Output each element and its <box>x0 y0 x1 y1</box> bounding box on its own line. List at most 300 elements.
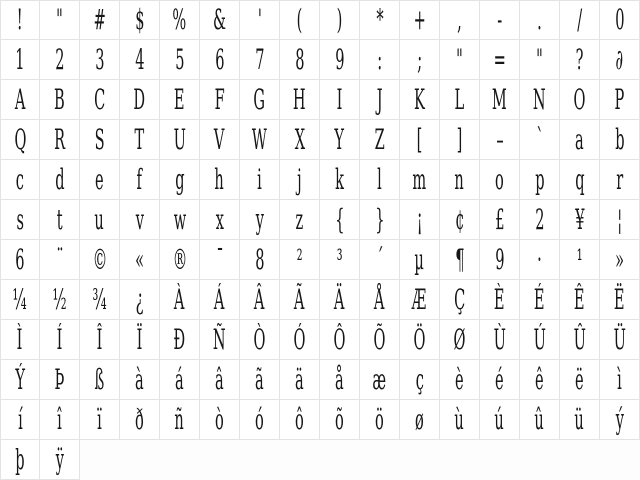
glyph: C <box>93 82 106 116</box>
glyph: b <box>614 122 625 156</box>
glyph: : <box>377 42 382 76</box>
glyph-cell[interactable] <box>400 80 440 120</box>
glyph-cell[interactable] <box>440 0 480 40</box>
glyph: I <box>336 82 343 116</box>
glyph: ¦ <box>617 202 622 236</box>
glyph-cell[interactable] <box>120 400 160 440</box>
glyph-cell[interactable] <box>40 240 80 280</box>
glyph-cell[interactable] <box>200 360 240 400</box>
glyph-cell[interactable] <box>200 240 240 280</box>
glyph: ñ <box>174 402 185 436</box>
glyph-cell[interactable] <box>440 240 480 280</box>
glyph-cell[interactable] <box>600 360 640 400</box>
glyph: e <box>95 162 104 196</box>
glyph-cell[interactable] <box>0 80 40 120</box>
glyph: j <box>297 162 302 196</box>
glyph-cell[interactable] <box>360 160 400 200</box>
glyph-cell[interactable] <box>440 200 480 240</box>
glyph: Ö <box>413 322 426 356</box>
glyph-cell[interactable] <box>160 240 200 280</box>
glyph-cell[interactable] <box>120 200 160 240</box>
glyph-cell[interactable] <box>240 200 280 240</box>
glyph-cell[interactable] <box>80 320 120 360</box>
glyph-cell[interactable] <box>600 80 640 120</box>
glyph: Ú <box>533 322 546 356</box>
glyph-cell[interactable] <box>600 320 640 360</box>
glyph-cell[interactable] <box>440 80 480 120</box>
glyph: % <box>172 3 187 36</box>
glyph-cell[interactable] <box>160 360 200 400</box>
glyph-cell[interactable] <box>160 160 200 200</box>
glyph-cell[interactable] <box>400 360 440 400</box>
glyph: z <box>295 202 304 236</box>
glyph-cell[interactable] <box>560 320 600 360</box>
glyph: ¼ <box>12 282 28 316</box>
glyph-cell[interactable] <box>80 160 120 200</box>
glyph-cell[interactable] <box>280 280 320 320</box>
glyph: Ï <box>136 322 143 356</box>
glyph-cell[interactable] <box>320 320 360 360</box>
glyph-cell[interactable] <box>200 200 240 240</box>
glyph: U <box>173 122 186 156</box>
glyph: p <box>534 162 545 196</box>
glyph: ú <box>494 402 505 436</box>
glyph-cell[interactable] <box>0 320 40 360</box>
glyph: – <box>495 122 504 156</box>
glyph: D <box>133 82 146 116</box>
glyph-cell[interactable] <box>200 80 240 120</box>
glyph-cell[interactable] <box>520 360 560 400</box>
glyph: i <box>257 162 262 196</box>
glyph-cell[interactable] <box>440 160 480 200</box>
glyph: ² <box>296 242 303 276</box>
glyph-cell[interactable] <box>320 200 360 240</box>
glyph-cell[interactable] <box>520 80 560 120</box>
glyph: T <box>134 122 145 156</box>
glyph: Ø <box>453 322 466 356</box>
glyph-cell[interactable] <box>160 80 200 120</box>
glyph-cell[interactable] <box>480 320 520 360</box>
glyph: Ñ <box>213 322 226 356</box>
glyph-cell[interactable] <box>560 360 600 400</box>
glyph: S <box>94 122 105 156</box>
glyph: ¢ <box>454 202 465 236</box>
glyph: ¿ <box>135 282 144 316</box>
glyph-cell[interactable] <box>360 40 400 80</box>
glyph-cell[interactable] <box>280 320 320 360</box>
glyph-cell[interactable] <box>0 280 40 320</box>
glyph: 9 <box>334 42 345 76</box>
glyph: o <box>495 162 504 196</box>
glyph-cell[interactable] <box>40 360 80 400</box>
glyph: Z <box>374 122 385 156</box>
glyph: / <box>577 3 582 36</box>
glyph: ì <box>617 362 622 396</box>
glyph: 7 <box>254 42 265 76</box>
glyph-cell[interactable] <box>200 280 240 320</box>
glyph-cell[interactable] <box>440 400 480 440</box>
glyph-cell[interactable] <box>360 120 400 160</box>
glyph-cell[interactable] <box>600 0 640 40</box>
glyph-cell[interactable] <box>200 320 240 360</box>
glyph-cell[interactable] <box>120 40 160 80</box>
glyph: ∂ <box>615 42 624 76</box>
glyph: W <box>252 122 267 156</box>
glyph: 1 <box>15 42 25 76</box>
glyph: f <box>136 162 143 196</box>
glyph: B <box>54 82 65 116</box>
glyph: ¶ <box>454 242 465 276</box>
glyph-cell[interactable] <box>40 120 80 160</box>
glyph-cell[interactable] <box>120 0 160 40</box>
glyph-cell[interactable] <box>560 400 600 440</box>
glyph: Å <box>374 282 385 316</box>
glyph: X <box>294 122 305 156</box>
glyph-cell[interactable] <box>520 120 560 160</box>
glyph-cell[interactable] <box>560 240 600 280</box>
glyph-cell[interactable] <box>80 120 120 160</box>
glyph-cell[interactable] <box>520 160 560 200</box>
glyph: · <box>537 242 542 276</box>
glyph: Ù <box>493 322 506 356</box>
glyph: F <box>214 82 225 116</box>
glyph-cell[interactable] <box>520 40 560 80</box>
glyph-cell[interactable] <box>600 40 640 80</box>
glyph-cell[interactable] <box>360 320 400 360</box>
glyph: 8 <box>294 42 305 76</box>
glyph-cell[interactable] <box>520 240 560 280</box>
glyph-cell[interactable] <box>80 240 120 280</box>
glyph-cell[interactable] <box>440 280 480 320</box>
glyph-cell[interactable] <box>560 120 600 160</box>
glyph: Û <box>573 322 586 356</box>
glyph-cell[interactable] <box>480 360 520 400</box>
glyph-cell[interactable] <box>0 0 40 40</box>
glyph: K <box>414 82 425 116</box>
glyph: Î <box>96 322 103 356</box>
glyph: w <box>173 202 186 236</box>
glyph: Æ <box>412 282 427 316</box>
glyph-cell[interactable] <box>480 280 520 320</box>
glyph-cell[interactable] <box>160 200 200 240</box>
glyph-cell[interactable] <box>360 280 400 320</box>
glyph-cell[interactable] <box>320 160 360 200</box>
glyph-cell[interactable] <box>80 40 120 80</box>
glyph-cell[interactable] <box>480 40 520 80</box>
glyph: ® <box>172 242 187 276</box>
glyph-cell[interactable] <box>120 360 160 400</box>
glyph-cell[interactable] <box>200 120 240 160</box>
glyph-cell[interactable] <box>320 0 360 40</box>
glyph-cell[interactable] <box>440 320 480 360</box>
glyph-cell[interactable] <box>0 160 40 200</box>
glyph: " <box>56 3 63 36</box>
glyph-cell[interactable] <box>240 240 280 280</box>
glyph: Ê <box>574 282 585 316</box>
glyph-cell[interactable] <box>400 200 440 240</box>
glyph: ¥ <box>574 202 585 236</box>
glyph-cell[interactable] <box>160 280 200 320</box>
glyph: n <box>454 162 465 196</box>
glyph-cell[interactable] <box>120 320 160 360</box>
glyph: , <box>457 3 462 36</box>
glyph-cell[interactable] <box>560 80 600 120</box>
glyph-cell[interactable] <box>560 280 600 320</box>
glyph-cell[interactable] <box>0 240 40 280</box>
glyph-cell[interactable] <box>200 400 240 440</box>
glyph: l <box>377 162 382 196</box>
glyph-cell[interactable] <box>600 280 640 320</box>
glyph-cell[interactable] <box>40 160 80 200</box>
glyph-cell[interactable] <box>480 240 520 280</box>
glyph: A <box>14 82 26 116</box>
glyph: " <box>536 42 543 76</box>
glyph-cell[interactable] <box>560 200 600 240</box>
glyph: ý <box>615 402 624 436</box>
glyph-cell[interactable] <box>240 0 280 40</box>
glyph: ' <box>257 3 262 36</box>
glyph-cell[interactable] <box>240 360 280 400</box>
glyph-cell[interactable] <box>40 0 80 40</box>
glyph: » <box>615 242 624 276</box>
glyph-cell[interactable] <box>160 40 200 80</box>
glyph-cell[interactable] <box>360 400 400 440</box>
glyph-cell[interactable] <box>160 400 200 440</box>
glyph-cell[interactable] <box>600 120 640 160</box>
glyph-cell[interactable] <box>80 200 120 240</box>
glyph: Ç <box>453 282 466 316</box>
glyph: ` <box>535 122 544 156</box>
glyph-cell[interactable] <box>120 120 160 160</box>
glyph: ¾ <box>92 282 107 316</box>
glyph-cell[interactable] <box>200 0 240 40</box>
glyph-cell[interactable] <box>200 160 240 200</box>
glyph-cell[interactable] <box>0 440 40 480</box>
glyph: Y <box>334 122 345 156</box>
glyph: ß <box>94 362 105 396</box>
glyph-cell[interactable] <box>440 360 480 400</box>
glyph-cell[interactable] <box>400 40 440 80</box>
glyph-cell[interactable] <box>0 400 40 440</box>
glyph: Q <box>14 122 26 156</box>
glyph-cell[interactable] <box>400 120 440 160</box>
glyph-cell[interactable] <box>360 240 400 280</box>
glyph-cell[interactable] <box>320 80 360 120</box>
glyph: ] <box>456 122 463 156</box>
glyph: ü <box>574 402 585 436</box>
glyph: [ <box>416 122 423 156</box>
glyph: È <box>494 282 505 316</box>
glyph-cell[interactable] <box>280 0 320 40</box>
glyph-cell[interactable] <box>240 320 280 360</box>
glyph-cell[interactable] <box>480 0 520 40</box>
glyph: P <box>614 82 625 116</box>
glyph-cell[interactable] <box>200 40 240 80</box>
glyph-cell[interactable] <box>0 360 40 400</box>
glyph: ( <box>296 3 303 36</box>
glyph-cell[interactable] <box>0 40 40 80</box>
glyph-cell[interactable] <box>280 400 320 440</box>
glyph-cell[interactable] <box>400 320 440 360</box>
glyph-cell[interactable] <box>400 280 440 320</box>
glyph: ³ <box>336 242 343 276</box>
glyph-cell[interactable] <box>560 0 600 40</box>
glyph-cell[interactable] <box>360 200 400 240</box>
glyph: õ <box>335 402 344 436</box>
glyph-cell[interactable] <box>320 280 360 320</box>
glyph: Í <box>56 322 63 356</box>
glyph-cell[interactable] <box>360 0 400 40</box>
glyph: { <box>334 202 345 236</box>
glyph: $ <box>134 3 145 36</box>
glyph-cell[interactable] <box>160 320 200 360</box>
glyph: = <box>493 42 506 76</box>
glyph-cell[interactable] <box>600 400 640 440</box>
glyph: Ð <box>173 322 186 356</box>
glyph-cell[interactable] <box>80 400 120 440</box>
glyph: Ò <box>253 322 266 356</box>
glyph: À <box>174 282 185 316</box>
glyph-cell[interactable] <box>520 0 560 40</box>
glyph: a <box>575 122 584 156</box>
glyph: H <box>293 82 306 116</box>
glyph-cell[interactable] <box>160 0 200 40</box>
glyph-cell[interactable] <box>40 400 80 440</box>
glyph-cell[interactable] <box>280 200 320 240</box>
glyph-cell[interactable] <box>240 160 280 200</box>
glyph-cell[interactable] <box>40 80 80 120</box>
glyph: û <box>534 402 545 436</box>
glyph-cell[interactable] <box>240 120 280 160</box>
glyph-cell[interactable] <box>80 360 120 400</box>
glyph: ó <box>255 402 264 436</box>
glyph: k <box>335 162 344 196</box>
glyph: ) <box>336 3 343 36</box>
glyph: à <box>135 362 144 396</box>
glyph-cell[interactable] <box>320 240 360 280</box>
glyph-cell[interactable] <box>360 80 400 120</box>
glyph-cell[interactable] <box>80 0 120 40</box>
glyph-cell[interactable] <box>440 40 480 80</box>
glyph-cell[interactable] <box>480 160 520 200</box>
glyph: 6 <box>214 42 225 76</box>
glyph: Ã <box>294 282 305 316</box>
glyph-cell[interactable] <box>280 40 320 80</box>
glyph-cell[interactable] <box>320 40 360 80</box>
glyph-cell[interactable] <box>400 0 440 40</box>
glyph-cell[interactable] <box>480 80 520 120</box>
glyph-cell[interactable] <box>520 280 560 320</box>
glyph-cell[interactable] <box>160 120 200 160</box>
glyph-cell[interactable] <box>520 320 560 360</box>
glyph: y <box>255 202 264 236</box>
glyph: t <box>56 202 63 236</box>
glyph-cell[interactable] <box>520 200 560 240</box>
glyph: Õ <box>373 322 386 356</box>
glyph-cell[interactable] <box>440 120 480 160</box>
glyph-cell[interactable] <box>560 160 600 200</box>
glyph: ; <box>417 42 422 76</box>
glyph-cell[interactable] <box>600 200 640 240</box>
glyph: N <box>533 82 546 116</box>
glyph-cell[interactable] <box>480 400 520 440</box>
glyph-cell[interactable] <box>120 240 160 280</box>
glyph-cell[interactable] <box>80 280 120 320</box>
glyph-cell[interactable] <box>520 400 560 440</box>
glyph-cell[interactable] <box>280 120 320 160</box>
glyph-cell[interactable] <box>240 40 280 80</box>
glyph: V <box>214 122 225 156</box>
glyph-cell[interactable] <box>40 280 80 320</box>
glyph-cell[interactable] <box>400 400 440 440</box>
glyph-cell[interactable] <box>120 280 160 320</box>
glyph-cell[interactable] <box>400 160 440 200</box>
glyph-cell[interactable] <box>120 80 160 120</box>
glyph-cell[interactable] <box>280 80 320 120</box>
glyph-cell[interactable] <box>320 400 360 440</box>
glyph-cell[interactable] <box>280 240 320 280</box>
glyph-cell[interactable] <box>360 360 400 400</box>
glyph-cell[interactable] <box>240 80 280 120</box>
glyph: á <box>175 362 184 396</box>
glyph: ð <box>135 402 144 436</box>
glyph: ½ <box>52 282 67 316</box>
glyph-cell[interactable] <box>280 160 320 200</box>
glyph-cell[interactable] <box>320 120 360 160</box>
glyph: î <box>57 402 62 436</box>
glyph-cell[interactable] <box>600 240 640 280</box>
glyph-cell[interactable] <box>240 280 280 320</box>
glyph: Ô <box>333 322 346 356</box>
glyph-cell[interactable] <box>600 160 640 200</box>
glyph: Ó <box>293 322 306 356</box>
glyph-cell[interactable] <box>40 40 80 80</box>
glyph: " <box>456 42 463 76</box>
glyph-cell[interactable] <box>400 240 440 280</box>
glyph-cell[interactable] <box>40 200 80 240</box>
glyph-cell[interactable] <box>0 200 40 240</box>
glyph: h <box>214 162 225 196</box>
glyph-cell[interactable] <box>480 120 520 160</box>
glyph-cell[interactable] <box>480 200 520 240</box>
glyph: ö <box>375 402 384 436</box>
glyph: u <box>94 202 105 236</box>
glyph: 5 <box>174 42 185 76</box>
glyph-cell[interactable] <box>80 80 120 120</box>
glyph: ¯ <box>215 242 224 276</box>
glyph: 8 <box>254 242 265 276</box>
glyph-cell[interactable] <box>40 320 80 360</box>
glyph: M <box>492 82 507 116</box>
glyph-cell[interactable] <box>0 120 40 160</box>
glyph: v <box>135 202 144 236</box>
glyph: æ <box>372 362 387 396</box>
glyph: £ <box>494 202 505 236</box>
glyph: E <box>174 82 185 116</box>
glyph: é <box>495 362 504 396</box>
glyph-cell[interactable] <box>120 160 160 200</box>
glyph-cell[interactable] <box>320 360 360 400</box>
glyph: ë <box>575 362 584 396</box>
glyph-cell[interactable] <box>560 40 600 80</box>
glyph: R <box>54 122 65 156</box>
glyph-cell[interactable] <box>240 400 280 440</box>
glyph: . <box>537 3 542 36</box>
glyph: 4 <box>134 42 145 76</box>
glyph-cell[interactable] <box>280 360 320 400</box>
glyph: * <box>375 3 384 36</box>
glyph-cell[interactable] <box>40 440 80 480</box>
